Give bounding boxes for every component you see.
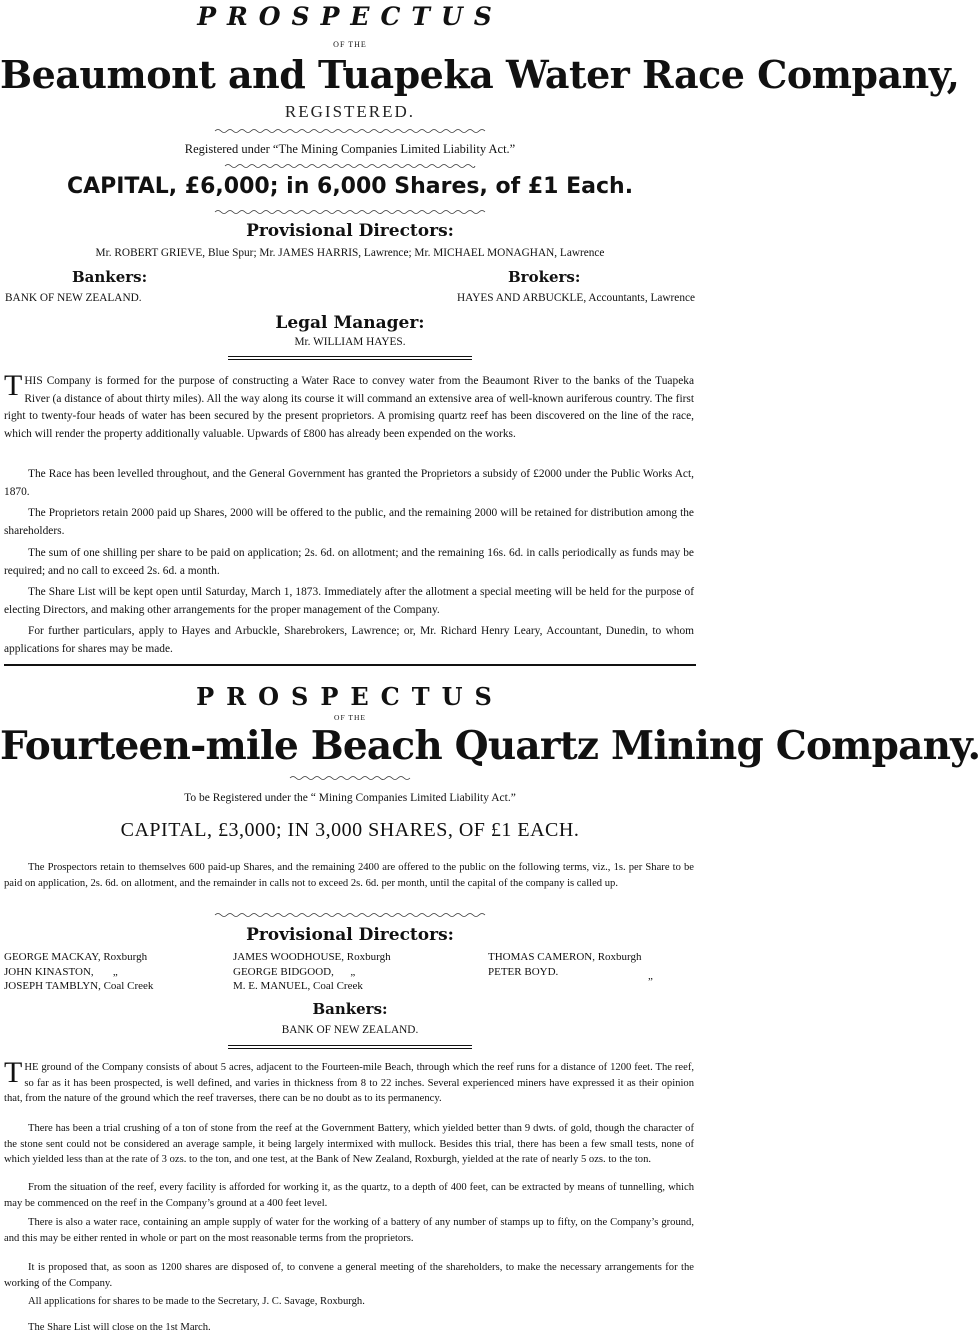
wavy-rule (215, 912, 485, 918)
of-the-label: OF THE (334, 713, 366, 722)
legal-manager-heading: Legal Manager: (275, 313, 425, 333)
prospectus-title: PROSPECTUS (197, 2, 503, 31)
registered-label: REGISTERED. (284, 102, 416, 121)
section-divider (4, 664, 696, 666)
paragraph: The sum of one shilling per share to be paid on application; 2s. 6d. on allotment; and the remaining 16s. 6d. in calls periodically as funds may be required; and no call to exceed 2s. 6d. a month. (4, 547, 694, 577)
wavy-rule (225, 163, 475, 169)
ditto-mark: „ (648, 970, 653, 982)
paragraph: The Prospectors retain to themselves 600 paid-up Shares, and the remaining 2400 are offered to the public on the following terms, viz., 1s. per Share to be paid on application, 2s. 6d. on allotment, and the remainder in calls not to exceed 2s. 6d. per month, until the capital of the company is called up. (4, 862, 694, 889)
directors-list: Mr. ROBERT GRIEVE, Blue Spur; Mr. JAMES HARRIS, Lawrence; Mr. MICHAEL MONAGHAN, Lawrence (95, 247, 605, 259)
capital-line: CAPITAL, £6,000; in 6,000 Shares, of £1 Each. (66, 174, 634, 199)
directors-heading: Provisional Directors: (246, 221, 454, 241)
paragraph: THE ground of the Company consists of about 5 acres, adjacent to the Fourteen-mile Beach, through which the reef runs for a distance of 1200 feet. The reef, so far as it has been prospected, is well defined, and varies in thickness from 8 to 22 inches. Several experienced miners have expressed it as their opinion that, from the nature of the ground which the reef traverses, there can be no doubt as to its permanency. (4, 1056, 694, 1104)
paragraph: The Race has been levelled throughout, and the General Government has granted the Proprietors a subsidy of £2000 under the Public Works Act, 1870. (4, 468, 694, 498)
paragraph: It is proposed that, as soon as 1200 shares are disposed of, to convene a general meeting of the shareholders, to make the necessary arrangements for the working of the Company. (4, 1262, 694, 1289)
director-name: THOMAS CAMERON, Roxburgh (488, 951, 642, 963)
directors-heading: Provisional Directors: (246, 925, 454, 945)
bankers-name: BANK OF NEW ZEALAND. (281, 1024, 419, 1036)
company-name: Beaumont and Tuapeka Water Race Company, (0, 52, 960, 97)
paragraph: The Share List will close on the 1st March. (28, 1322, 211, 1333)
paragraph: From the situation of the reef, every facility is afforded for working it, as the quartz, to a depth of 400 feet, can be extracted by means of tunnelling, which may be commenced on the reef in the Company’s ground at a 400 feet level. (4, 1182, 694, 1209)
director-name: JOHN KINASTON, „ (4, 965, 118, 978)
bankers-heading: Bankers: (312, 1000, 388, 1018)
paragraph: THIS Company is formed for the purpose of constructing a Water Race to convey water from the Beaumont River to the banks of the Tuapeka River (a distance of about thirty miles). All the way along its course it will command an extensive area of well-known auriferous country. The first right to twenty-four heads of water has been secured by the present proprietors. A promising quartz reef has been discovered on the line of the race, which will render the property additionally valuable. Upwards of £800 has already been expended on the works. (4, 369, 694, 440)
director-name: JAMES WOODHOUSE, Roxburgh (233, 951, 391, 963)
divider (228, 1048, 472, 1049)
paragraph: The Share List will be kept open until Saturday, March 1, 1873. Immediately after the allotment a special meeting will be held for the purpose of electing Directors, and making other arrangements for the proper management of the Company. (4, 586, 694, 616)
director-name: PETER BOYD. (488, 965, 559, 978)
directors-column-3 (488, 950, 642, 979)
wavy-rule (215, 128, 485, 134)
divider (228, 356, 472, 357)
company-name: Fourteen-mile Beach Quartz Mining Company. (0, 723, 980, 769)
paragraph: All applications for shares to be made to the Secretary, J. C. Savage, Roxburgh. (28, 1296, 365, 1307)
paragraph: There is also a water race, containing an ample supply of water for the working of a battery of any number of stamps up to fifty, on the Company’s ground, and this may be either rented in whole or part on the most reasonable terms from the proprietors. (4, 1217, 694, 1244)
brokers-name: HAYES AND ARBUCKLE, Accountants, Lawrence (456, 292, 695, 304)
prospectus-title: PROSPECTUS (196, 682, 504, 711)
legal-manager-name: Mr. WILLIAM HAYES. (294, 336, 406, 348)
capital-line: CAPITAL, £3,000; IN 3,000 SHARES, OF £1 EACH. (120, 819, 580, 841)
director-name: JOSEPH TAMBLYN, Coal Creek (4, 980, 154, 992)
brokers-heading: Brokers: (508, 268, 581, 286)
divider (228, 359, 472, 360)
directors-column-2 (233, 950, 391, 994)
divider (228, 1045, 472, 1046)
director-name: M. E. MANUEL, Coal Creek (233, 980, 363, 992)
bankers-heading: Bankers: (72, 268, 148, 286)
paragraph: There has been a trial crushing of a ton of stone from the reef at the Government Battery, which yielded better than 9 dwts. of gold, though the character of the stone sent could not be considered an average sample, it being largely intermixed with mullock. Besides this trial, there has been a few small tests, none of which yielded less than at the rate of 3 ozs. to the ton, and one test, at the Bank of New Zealand, Roxburgh, yielded at the rate of nearly 5 ozs. to the ton. (4, 1123, 694, 1165)
director-name: GEORGE BIDGOOD, „ (233, 965, 356, 978)
wavy-rule (290, 775, 410, 781)
paragraph: The Proprietors retain 2000 paid up Shares, 2000 will be offered to the public, and the remaining 2000 will be retained for distribution among the shareholders. (4, 507, 694, 537)
registered-under: Registered under “The Mining Companies Limited Liability Act.” (184, 142, 516, 156)
registered-under: To be Registered under the “ Mining Companies Limited Liability Act.” (184, 792, 516, 804)
bankers-name: BANK OF NEW ZEALAND. (5, 292, 142, 304)
director-name: GEORGE MACKAY, Roxburgh (4, 951, 148, 963)
wavy-rule (215, 209, 485, 215)
of-the-label: OF THE (333, 40, 367, 49)
directors-column-1 (4, 950, 153, 994)
paragraph: For further particulars, apply to Hayes and Arbuckle, Sharebrokers, Lawrence; or, Mr. Richard Henry Leary, Accountant, Dunedin, to whom applications for shares may be made. (4, 625, 694, 655)
